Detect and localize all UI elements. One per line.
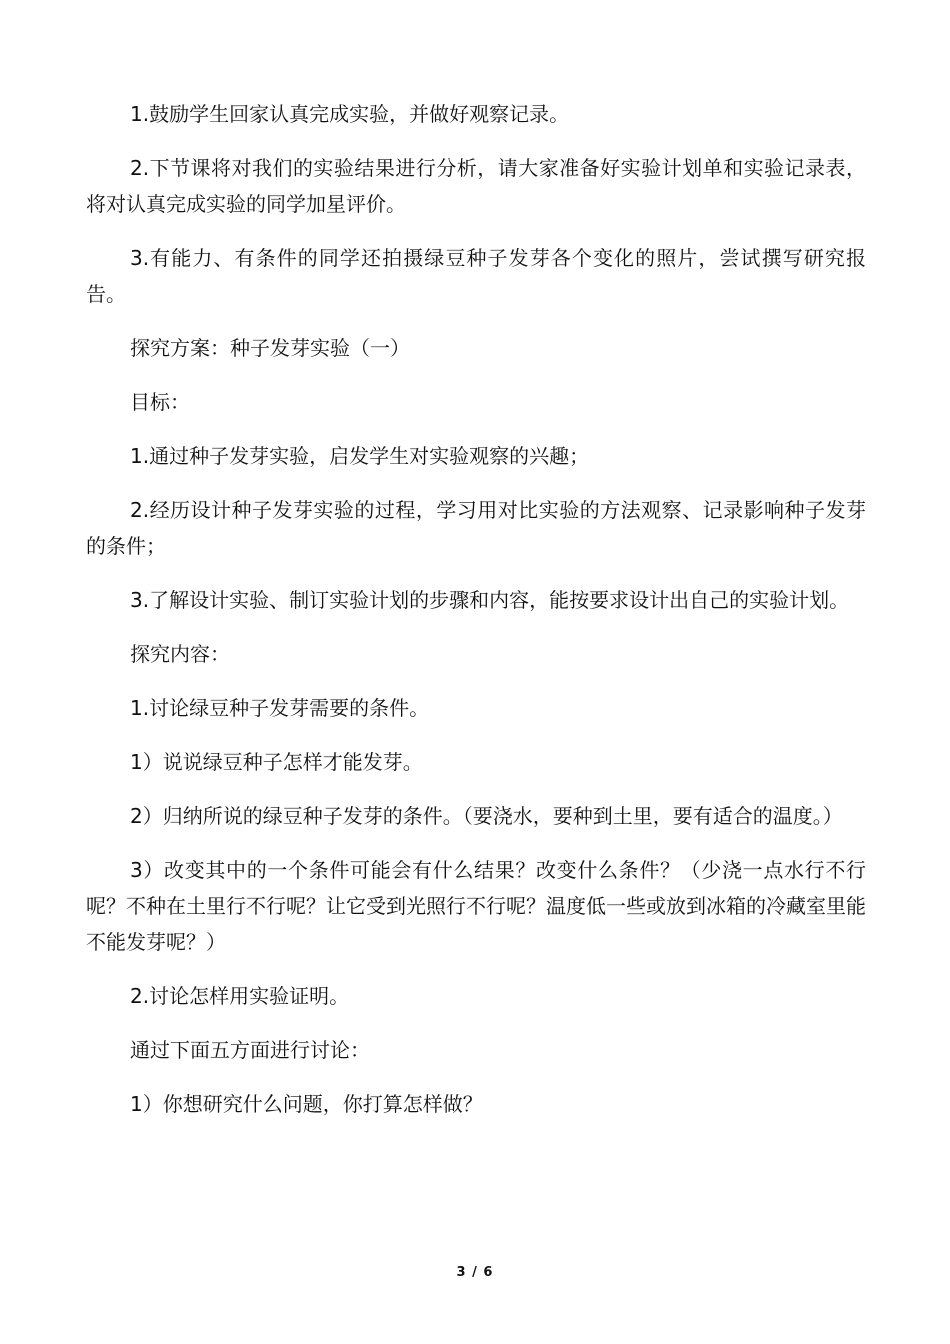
paragraph: 3.了解设计实验、制订实验计划的步骤和内容，能按要求设计出自己的实验计划。 [130, 588, 850, 612]
paragraph: 2.经历设计种子发芽实验的过程，学习用对比实验的方法观察、记录影响种子发芽的条件； [86, 498, 866, 558]
paragraph: 1.讨论绿豆种子发芽需要的条件。 [130, 696, 430, 720]
paragraph: 通过下面五方面进行讨论： [130, 1038, 370, 1062]
paragraph: 1.通过种子发芽实验，启发学生对实验观察的兴趣； [130, 444, 590, 468]
paragraph: 1）你想研究什么问题，你打算怎样做？ [130, 1092, 483, 1116]
paragraph: 3）改变其中的一个条件可能会有什么结果？改变什么条件？（少浇一点水行不行呢？不种在土里行不行呢？让它受到光照行不行呢？温度低一些或放到冰箱的冷藏室里能不能发芽呢？） [86, 858, 866, 954]
page-number: 3 / 6 [456, 1265, 494, 1280]
paragraph: 目标： [130, 390, 190, 414]
section-heading: 探究方案：种子发芽实验（一） [130, 336, 410, 360]
document-page [86, 96, 866, 1122]
paragraph: 1）说说绿豆种子怎样才能发芽。 [130, 750, 423, 774]
paragraph: 1.鼓励学生回家认真完成实验，并做好观察记录。 [130, 102, 570, 126]
paragraph: 2）归纳所说的绿豆种子发芽的条件。（要浇水，要种到土里，要有适合的温度。） [130, 804, 843, 828]
paragraph: 2.讨论怎样用实验证明。 [130, 984, 350, 1008]
paragraph: 3.有能力、有条件的同学还拍摄绿豆种子发芽各个变化的照片，尝试撰写研究报告。 [86, 246, 866, 306]
paragraph: 2.下节课将对我们的实验结果进行分析，请大家准备好实验计划单和实验记录表，将对认真完成实验的同学加星评价。 [86, 156, 866, 216]
paragraph: 探究内容： [130, 642, 230, 666]
